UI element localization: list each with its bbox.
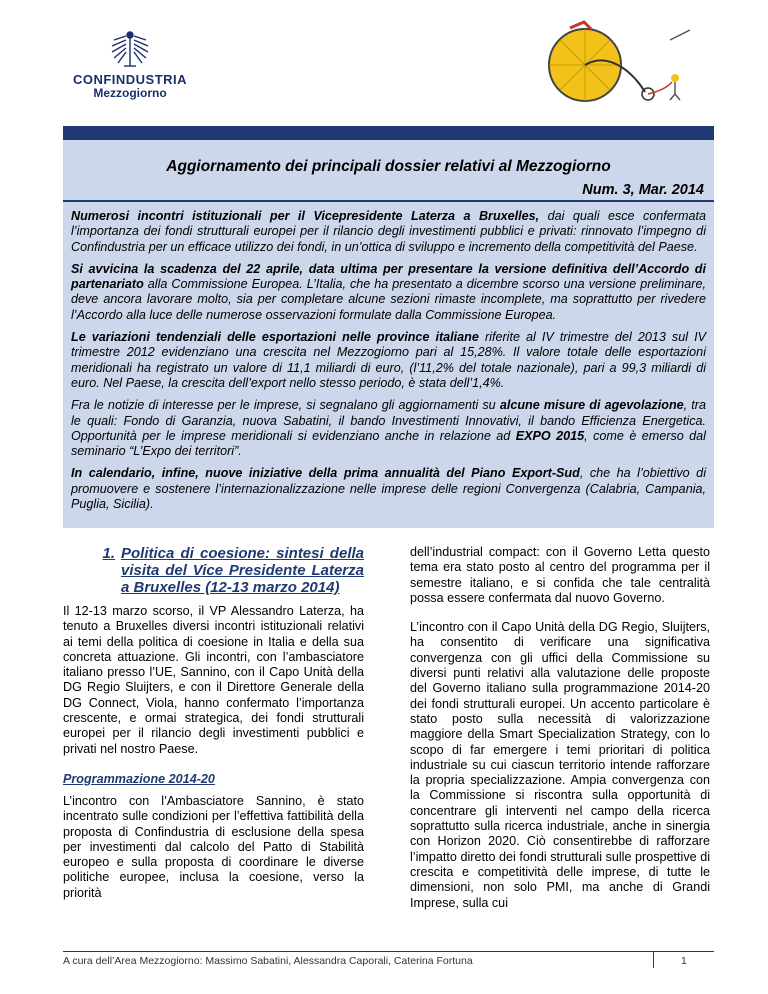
summary-box [63,126,714,528]
eagle-emblem-icon [106,30,154,70]
section-1-paragraph-1: Il 12-13 marzo scorso, il VP Alessandro Laterza, ha tenuto a Bruxelles diversi incontri istituzionali relativi ai temi della politica di coesione in Italia e della sua concreta attuazione. Gli incontri, con l’ambasciatore italiano presso l’UE, Sannino, con il Capo Unità della DG Regio Sluijters, e con il Direttore Generale della DG Connect, Viola, hanno confermato l’importanza crescente, e ormai strategica, dei fondi strutturali europei per il rilancio degli investimenti pubblici e privati nel nostro Paese. [63,604,364,756]
summary-paragraph-1: Numerosi incontri istituzionali per il Vicepresidente Laterza a Bruxelles, dai quali esce confermata l’importanza dei fondi strutturali europei per il rilancio degli investimenti pubblici e privati: rinnovato l’impegno di Confindustria per un efficace utilizzo dei fondi, in un’ottica di sviluppo e incremento della competitività del Paese. [71,209,706,254]
title-divider [63,200,714,202]
confindustria-logo [70,30,190,105]
summary-paragraph-5: In calendario, infine, nuove iniziative della prima annualità del Piano Export-Sud, che ha l’obiettivo di promuovere e sostenere l’internazionalizzazione nelle imprese delle regioni Convergenza (Calabria, Campania, Puglia, Sicilia). [71,466,706,512]
summary-top-bar [63,126,714,140]
summary-paragraph-2: Si avvicina la scadenza del 22 aprile, data ultima per presentare la versione definitiva dell’Accordo di partenariato alla Commissione Europea. L’Italia, che ha presentato a dicembre scorso una versione preliminare, deve ancora lavorare molto, sia per completare alcune sezioni rimaste incomplete, ma soprattutto per rivedere l’Accordo alla luce delle numerose osservazioni formulate dalla Commissione Europea. [71,261,706,322]
penny-farthing-illustration [540,20,700,105]
summary-paragraph-4: Fra le notizie di interesse per le imprese, si segnalano gli aggiornamenti su alcune misure di agevolazione, tra le quali: Fondo di Garanzia, nuova Sabatini, il bando Investimenti Innovativi, il bando Efficienza Energetica. Opportunità per le imprese meridionali si evidenziano anche in relazione ad EXPO 2015, come è emerso dal seminario “L’Expo dei territori”. [71,398,706,459]
page-number: 1 [681,955,687,967]
footer-credit: A cura dell’Area Mezzogiorno: Massimo Sabatini, Alessandra Caporali, Caterina Fortuna [63,955,473,967]
page-footer [63,951,714,970]
section-1-paragraph-4: L’incontro con il Capo Unità della DG Regio, Sluijters, ha consentito di verificare una significativa convergenza con gli uffici della Commissione su diversi punti relativi alla valutazione delle proposte del Governo italiano sulla programmazione 2014-20 dei fondi strutturali europei. Un accento particolare è stato posto sulla necessità di valorizzazione maggiore della Smart Specialization Strategy, con lo scopo di far emergere i temi prioritari di politica industriale su cui ciascun territorio intende rafforzare la propria specializzazione. Ampia convergenza con la Commissione si riscontra sulla opportunità di concentrare gli interventi nel campo della ricerca soprattutto sulla ricerca industriale, anche in sinergia con Horizon 2020. Ciò consentirebbe di rafforzare l’impatto diretto dei fondi strutturali sulle prospettive di crescita e competitività delle imprese, di tutte le dimensioni, non solo PMI, ma anche di Grandi Imprese, sulla cui [410,620,710,910]
section-1-title: Politica di coesione: sintesi della visita del Vice Presidente Laterza a Bruxelles (12-13 marzo 2014) [121,545,364,596]
section-1-paragraph-2: L’incontro con l’Ambasciatore Sannino, è stato incentrato sulle condizioni per l’effettiva fattibilità della proposta di Confindustria di esclusione della spesa per investimenti dal calcolo del Patto di Stabilità europeo e sulla proposta di coordinare le diverse politiche europee, inclusa la coesione, verso la priorità [63,793,364,900]
logo-brand-text: CONFINDUSTRIA [72,72,188,87]
newsletter-title: Aggiornamento dei principali dossier relativi al Mezzogiorno [166,158,611,175]
section-1-paragraph-3: dell’industrial compact: con il Governo Letta questo tema era stato posto al centro del programma per il semestre italiano, e si confida che tale centralità possa essere confermata dal nuovo Governo. [410,545,710,605]
summary-paragraph-3: Le variazioni tendenziali delle esportazioni nelle province italiane riferite al IV trimestre del 2013 sul IV trimestre 2012 evidenziano una crescita nel Mezzogiorno pari al 15,28%. Il valore totale delle esportazioni meridionali ha registrato un valore di 11,1 miliardi di euro, (l’11,2% del totale nazionale), pari a 99,3 miliardi di euro. Nel Paese, la crescita dell’export nello stesso periodo, è stata dell’1,4%. [71,330,706,390]
footer-separator [653,952,654,968]
left-column [63,545,364,901]
subheading-programmazione: Programmazione 2014-20 [63,771,215,786]
section-1-number: 1. [102,545,115,562]
right-column [410,545,710,911]
logo-sub-text: Mezzogiorno [93,86,167,100]
issue-number: Num. 3, Mar. 2014 [582,182,704,198]
section-1-heading [63,545,364,596]
